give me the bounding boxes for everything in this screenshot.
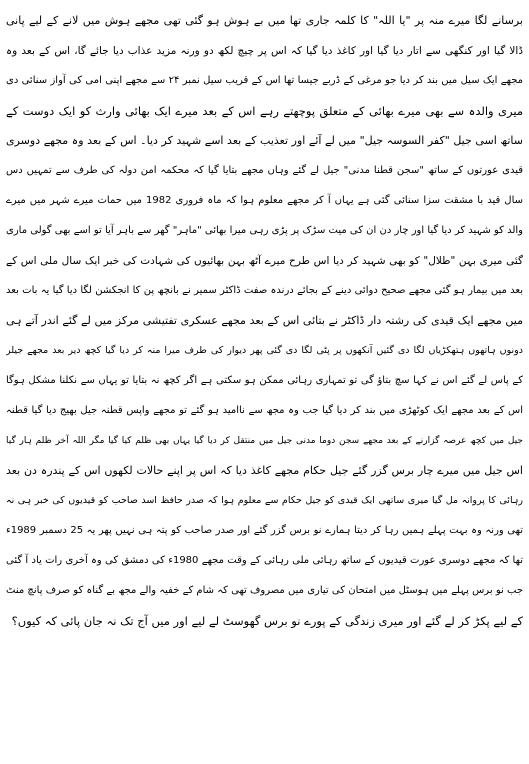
text-line-9: گئی میری بہن "طلال" کو بھی شہید کر دیا اس طرح میرے آٹھ بہن بھائیوں کی شہادت کی خبر ایک سال ملی اس کے — [6, 255, 523, 267]
text-line-20: جب نو برس پہلے میں ہوسٹل میں امتحان کی تیاری میں مصروف تھی کہ شام کے خفیہ والے مجھ بے گناہ کو صرف پانچ منٹ — [6, 585, 523, 596]
text-line-11: میں مجھے ایک قیدی کی رشتہ دار ڈاکٹر نے بتائی اس کے بعد مجھے عسکری تفتیشی مرکز میں لے گئے اندر آتے ہی — [6, 314, 523, 327]
text-line-7: سال قید با مشقت سزا سنائی گئی ہے یہاں آ کر مجھے معلوم ہوا کہ ماہ فروری 1982 میں حمات میرے شہر میں میرے — [6, 195, 523, 206]
text-line-16: اس جیل میں میرے چار برس گزر گئے جیل حکام مجھے کاغذ دیا کہ اس پر اپنے حالات لکھوں اس کے پندرہ دن بعد — [6, 464, 523, 477]
text-line-5: ساتھ اسی جیل "کفر السوسہ جیل" میں لے آئے اور تعذیب کے بعد اسے شہید کر دیا۔ اس کے بعد وہ مجھے دوسری — [6, 134, 523, 147]
text-line-15: جیل میں کچھ عرصہ گزارنے کے بعد مجھے سجن دوما مدنی جیل میں منتقل کر دیا گیا یہاں بھی ظلم کیا گیا مگر اللہ آخر ظلم ہار گیا — [6, 436, 523, 446]
text-line-21: کے لیے پکڑ کر لے گئے اور میری زندگی کے پورے نو برس گھوسٹ لے لیے اور میں آج تک نہ جان پائی کہ کیوں؟ — [11, 614, 523, 628]
text-line-6: قیدی عورتوں کے ساتھ "سجن قطنا مدنی" جیل لے گئے وہاں مجھے بتایا گیا کہ محکمہ امن دولہ کی طرف سے تمہیں دس — [6, 165, 523, 176]
text-line-3: مجھے ایک سیل میں بند کر دیا جو مرغی کے ڈربے جیسا تھا اس کے قریب سیل نمبر ۲۴ سے مجھے اپنی امی کی آواز سنائی دی — [6, 75, 523, 86]
text-line-18: تھی ورنہ وہ بہت پہلے ہمیں رہا کر دیتا ہمارے نو برس گزر گئے اور صدر صاحب کو پتہ ہی نہیں پھر یہ 25 دسمبر 1989ء — [6, 525, 523, 536]
text-line-8: والد کو شہید کر دیا گیا اور چار دن ان کی میت سڑک پر پڑی رہی میرا بھائی "ماہر" گھر سے باہر آیا تو اسے بھی گولی ماری — [6, 225, 523, 236]
text-line-13: کے پاس لے گئے اس نے کہا سچ بتاؤ گی تو تمہاری رہائی ممکن ہو سکتی ہے اگر کچھ نہ بتایا تو یہاں سے نکلنا مشکل ہوگا — [6, 375, 523, 386]
text-line-14: اس کے بعد مجھے ایک کوٹھڑی میں بند کر دیا گیا جب وہ مجھ سے ناامید ہو گئے تو مجھے واپس قطنہ جیل بھیج دیا گیا قطنہ — [6, 405, 523, 416]
text-line-17: رہائی کا پروانہ مل گیا میری ساتھی ایک قیدی کو جیل حکام سے معلوم ہوا کہ صدر حافظ اسد صاحب کو قیدیوں کی خبر ہی نہ — [6, 495, 523, 506]
text-line-2: ڈالا گیا اور کنگھی سے اتار دیا گیا اور کاغذ دیا گیا کہ اس پر چیچ لکھ دو ورنہ مزید عذاب دیا جائے گا، اس کے بعد وہ — [6, 45, 523, 57]
text-line-12: دونوں ہاتھوں ہتھکڑیاں لگا دی گئیں آنکھوں پر پٹی لگا دی گئی پھر دیوار کی طرف میرا منہ کر دیا گیا کچھ دیر بعد مجھے جیلر — [6, 345, 523, 356]
text-line-19: تھا کہ مجھے دوسری عورت قیدیوں کے ساتھ رہائی ملی رہائی کے وقت مجھے 1980ء کی دمشق کی وہ آخری رات یاد آ گئی — [6, 555, 523, 566]
text-line-1: برسانے لگا میرے منہ پر "یا اللہ" کا کلمہ جاری تھا میں بے ہوش ہو گئی تھی مجھے ہوش میں لانے کے لیے پانی — [6, 14, 523, 27]
text-line-10: بعد میں بیمار ہو گئی مجھے صحیح دوائی دینے کے بجائے درندہ صفت ڈاکٹر سمیر نے بانچھ پن کا انجکشن لگا دیا گیا یہ بات بعد — [6, 285, 523, 296]
text-line-4: میری والدہ سے بھی میرے بھائی کے متعلق پوچھتے رہے اس کے بعد میرے ایک بھائی وارث کو ایک دوست کے — [6, 104, 523, 118]
